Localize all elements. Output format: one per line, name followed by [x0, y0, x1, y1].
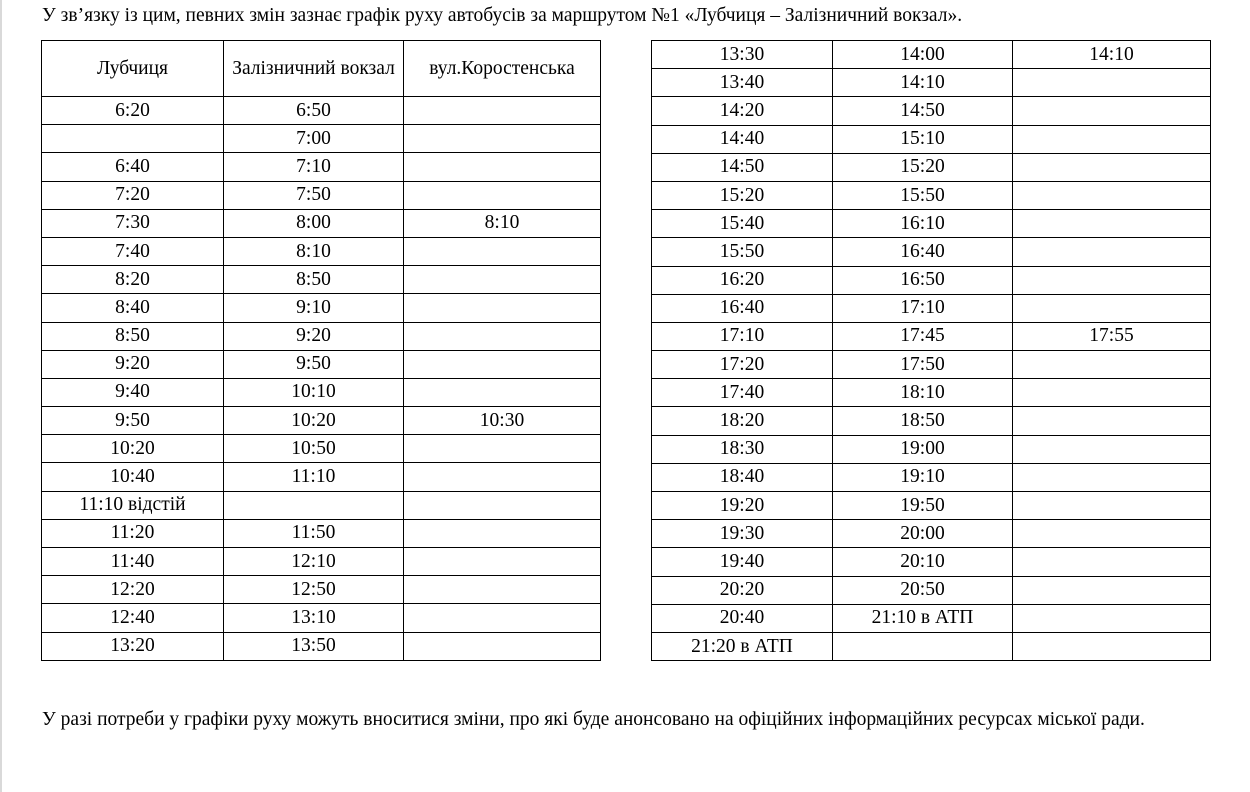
table-row [652, 520, 1211, 548]
table-row [42, 604, 601, 632]
table-row [652, 576, 1211, 604]
table-row [652, 463, 1211, 491]
korostenska-time-cell [404, 435, 601, 463]
railway-station-time-cell: 6:50 [224, 97, 404, 125]
korostenska-time-cell [404, 576, 601, 604]
railway-station-time-cell: 18:10 [833, 379, 1013, 407]
closing-note: У разі потреби у графіки руху можуть вноситися зміни, про які буде анонсовано на офіційних інформаційних ресурсах міської ради. [42, 709, 1145, 730]
lubchytsia-time-cell: 12:20 [42, 576, 224, 604]
railway-station-time-cell: 14:50 [833, 97, 1013, 125]
korostenska-time-cell [1013, 632, 1211, 660]
korostenska-time-cell: 17:55 [1013, 322, 1211, 350]
korostenska-time-cell [1013, 294, 1211, 322]
railway-station-time-cell: 13:10 [224, 604, 404, 632]
table-row [652, 351, 1211, 379]
lubchytsia-time-cell: 11:20 [42, 519, 224, 547]
lubchytsia-time-cell [42, 125, 224, 153]
korostenska-time-cell [404, 322, 601, 350]
table-row [42, 294, 601, 322]
korostenska-time-cell [404, 604, 601, 632]
lubchytsia-time-cell: 10:20 [42, 435, 224, 463]
lubchytsia-time-cell: 14:40 [652, 125, 833, 153]
lubchytsia-time-cell: 20:40 [652, 604, 833, 632]
railway-station-time-cell: 7:00 [224, 125, 404, 153]
table-row [652, 632, 1211, 660]
lubchytsia-time-cell: 17:20 [652, 351, 833, 379]
lubchytsia-time-cell: 13:20 [42, 632, 224, 660]
railway-station-time-cell [224, 491, 404, 519]
intro-paragraph: У зв’язку із цим, певних змін зазнає графік руху автобусів за маршрутом №1 «Лубчиця – Залізничний вокзал». [42, 5, 963, 26]
table-row [42, 632, 601, 660]
railway-station-time-cell: 9:50 [224, 350, 404, 378]
railway-station-time-cell: 17:45 [833, 322, 1013, 350]
table-row [42, 153, 601, 181]
korostenska-time-cell: 8:10 [404, 209, 601, 237]
railway-station-time-cell: 11:50 [224, 519, 404, 547]
railway-station-time-cell: 20:10 [833, 548, 1013, 576]
lubchytsia-time-cell: 16:20 [652, 266, 833, 294]
korostenska-time-cell [1013, 125, 1211, 153]
railway-station-time-cell: 17:50 [833, 351, 1013, 379]
lubchytsia-time-cell: 19:20 [652, 492, 833, 520]
railway-station-time-cell [833, 632, 1013, 660]
lubchytsia-time-cell: 19:40 [652, 548, 833, 576]
railway-station-time-cell: 9:10 [224, 294, 404, 322]
table-row [652, 322, 1211, 350]
table-row [42, 548, 601, 576]
railway-station-time-cell: 9:20 [224, 322, 404, 350]
korostenska-time-cell [404, 548, 601, 576]
korostenska-time-cell [1013, 435, 1211, 463]
table-row [42, 519, 601, 547]
lubchytsia-time-cell: 17:10 [652, 322, 833, 350]
korostenska-time-cell [1013, 520, 1211, 548]
lubchytsia-time-cell: 19:30 [652, 520, 833, 548]
korostenska-time-cell [404, 491, 601, 519]
korostenska-time-cell [404, 632, 601, 660]
table-row [652, 210, 1211, 238]
korostenska-time-cell [404, 519, 601, 547]
korostenska-time-cell [404, 181, 601, 209]
lubchytsia-time-cell: 14:50 [652, 153, 833, 181]
table-row [652, 435, 1211, 463]
table-row [42, 350, 601, 378]
railway-station-time-cell: 15:20 [833, 153, 1013, 181]
table-row [42, 407, 601, 435]
railway-station-time-cell: 11:10 [224, 463, 404, 491]
table-row [42, 491, 601, 519]
korostenska-time-cell [1013, 463, 1211, 491]
korostenska-time-cell [1013, 69, 1211, 97]
lubchytsia-time-cell: 17:40 [652, 379, 833, 407]
railway-station-time-cell: 19:10 [833, 463, 1013, 491]
lubchytsia-time-cell: 7:30 [42, 209, 224, 237]
korostenska-time-cell [1013, 181, 1211, 209]
lubchytsia-time-cell: 16:40 [652, 294, 833, 322]
railway-station-time-cell: 14:10 [833, 69, 1013, 97]
railway-station-time-cell: 20:50 [833, 576, 1013, 604]
railway-station-time-cell: 7:10 [224, 153, 404, 181]
table-row [42, 322, 601, 350]
lubchytsia-time-cell: 13:40 [652, 69, 833, 97]
table-row [652, 294, 1211, 322]
lubchytsia-time-cell: 8:20 [42, 266, 224, 294]
lubchytsia-time-cell: 6:40 [42, 153, 224, 181]
table-row [652, 548, 1211, 576]
railway-station-time-cell: 19:00 [833, 435, 1013, 463]
korostenska-time-cell [404, 153, 601, 181]
korostenska-time-cell [404, 125, 601, 153]
korostenska-time-cell [1013, 351, 1211, 379]
timetable-left [41, 40, 601, 661]
table-header-row [42, 41, 601, 97]
lubchytsia-time-cell: 7:20 [42, 181, 224, 209]
table-row [652, 604, 1211, 632]
lubchytsia-time-cell: 15:20 [652, 181, 833, 209]
table-row [652, 97, 1211, 125]
lubchytsia-time-cell: 9:50 [42, 407, 224, 435]
korostenska-time-cell [1013, 604, 1211, 632]
korostenska-time-cell [1013, 379, 1211, 407]
railway-station-time-cell: 21:10 в АТП [833, 604, 1013, 632]
table-row [652, 238, 1211, 266]
railway-station-time-cell: 13:50 [224, 632, 404, 660]
lubchytsia-time-cell: 18:40 [652, 463, 833, 491]
korostenska-time-cell [1013, 548, 1211, 576]
korostenska-time-cell [1013, 576, 1211, 604]
lubchytsia-time-cell: 21:20 в АТП [652, 632, 833, 660]
table-row [652, 181, 1211, 209]
table-row [42, 97, 601, 125]
korostenska-time-cell [1013, 153, 1211, 181]
korostenska-time-cell [1013, 266, 1211, 294]
lubchytsia-time-cell: 9:40 [42, 378, 224, 406]
lubchytsia-time-cell: 10:40 [42, 463, 224, 491]
korostenska-time-cell [404, 350, 601, 378]
lubchytsia-time-cell: 18:30 [652, 435, 833, 463]
table-row [652, 125, 1211, 153]
korostenska-time-cell: 10:30 [404, 407, 601, 435]
header-korostenska-street: вул.Коростенська [404, 41, 601, 97]
railway-station-time-cell: 18:50 [833, 407, 1013, 435]
lubchytsia-time-cell: 20:20 [652, 576, 833, 604]
lubchytsia-time-cell: 14:20 [652, 97, 833, 125]
railway-station-time-cell: 7:50 [224, 181, 404, 209]
table-row [652, 266, 1211, 294]
table-row [652, 379, 1211, 407]
table-row [42, 463, 601, 491]
lubchytsia-time-cell: 11:40 [42, 548, 224, 576]
korostenska-time-cell [1013, 407, 1211, 435]
korostenska-time-cell: 14:10 [1013, 41, 1211, 69]
korostenska-time-cell [404, 97, 601, 125]
lubchytsia-time-cell: 12:40 [42, 604, 224, 632]
table-row [42, 181, 601, 209]
lubchytsia-time-cell: 6:20 [42, 97, 224, 125]
korostenska-time-cell [404, 266, 601, 294]
table-row [42, 125, 601, 153]
korostenska-time-cell [1013, 97, 1211, 125]
lubchytsia-time-cell: 8:40 [42, 294, 224, 322]
korostenska-time-cell [404, 237, 601, 265]
railway-station-time-cell: 14:00 [833, 41, 1013, 69]
page-edge-rule [0, 0, 2, 792]
railway-station-time-cell: 10:10 [224, 378, 404, 406]
header-railway-station: Залізничний вокзал [224, 41, 404, 97]
lubchytsia-time-cell: 15:40 [652, 210, 833, 238]
lubchytsia-time-cell: 18:20 [652, 407, 833, 435]
timetable-left-body [42, 97, 601, 661]
korostenska-time-cell [1013, 210, 1211, 238]
timetable-right [651, 40, 1211, 661]
railway-station-time-cell: 15:50 [833, 181, 1013, 209]
table-row [42, 435, 601, 463]
railway-station-time-cell: 15:10 [833, 125, 1013, 153]
railway-station-time-cell: 19:50 [833, 492, 1013, 520]
table-row [652, 41, 1211, 69]
table-row [42, 576, 601, 604]
korostenska-time-cell [1013, 492, 1211, 520]
railway-station-time-cell: 8:10 [224, 237, 404, 265]
railway-station-time-cell: 12:10 [224, 548, 404, 576]
railway-station-time-cell: 16:40 [833, 238, 1013, 266]
lubchytsia-time-cell: 8:50 [42, 322, 224, 350]
header-lubchytsia: Лубчиця [42, 41, 224, 97]
lubchytsia-time-cell: 13:30 [652, 41, 833, 69]
railway-station-time-cell: 10:20 [224, 407, 404, 435]
table-row [652, 153, 1211, 181]
korostenska-time-cell [404, 463, 601, 491]
railway-station-time-cell: 20:00 [833, 520, 1013, 548]
lubchytsia-time-cell: 15:50 [652, 238, 833, 266]
railway-station-time-cell: 16:50 [833, 266, 1013, 294]
railway-station-time-cell: 8:50 [224, 266, 404, 294]
table-row [42, 266, 601, 294]
table-row [42, 209, 601, 237]
table-row [652, 69, 1211, 97]
railway-station-time-cell: 16:10 [833, 210, 1013, 238]
railway-station-time-cell: 10:50 [224, 435, 404, 463]
korostenska-time-cell [404, 378, 601, 406]
railway-station-time-cell: 17:10 [833, 294, 1013, 322]
table-row [652, 492, 1211, 520]
lubchytsia-time-cell: 9:20 [42, 350, 224, 378]
korostenska-time-cell [1013, 238, 1211, 266]
table-row [42, 378, 601, 406]
table-row [42, 237, 601, 265]
railway-station-time-cell: 12:50 [224, 576, 404, 604]
timetable-right-body [652, 41, 1211, 661]
table-row [652, 407, 1211, 435]
korostenska-time-cell [404, 294, 601, 322]
lubchytsia-time-cell: 7:40 [42, 237, 224, 265]
railway-station-time-cell: 8:00 [224, 209, 404, 237]
lubchytsia-time-cell: 11:10 відстій [42, 491, 224, 519]
